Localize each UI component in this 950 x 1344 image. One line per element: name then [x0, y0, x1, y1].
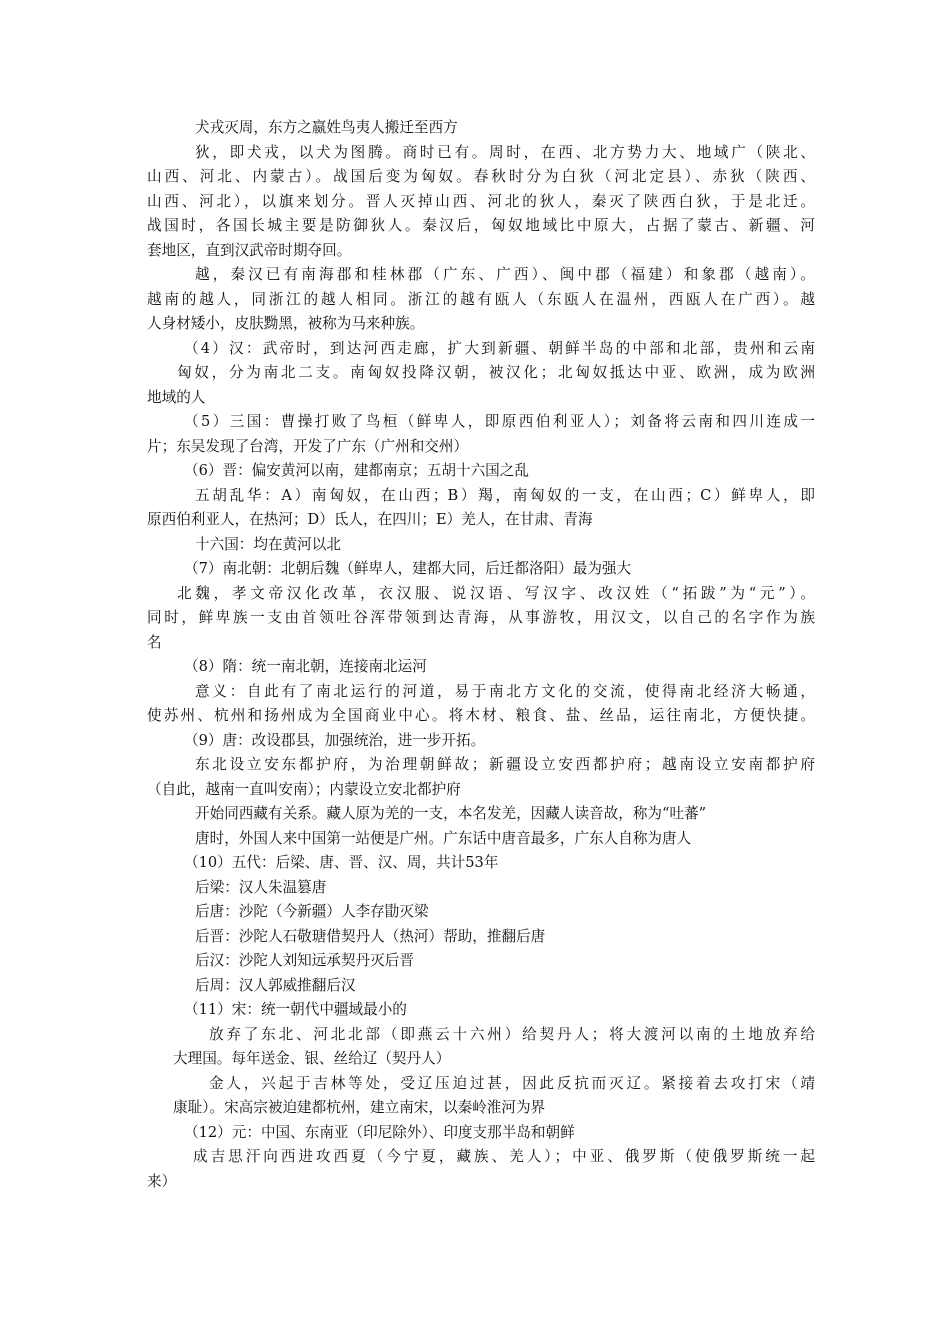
- text-line: 唐时，外国人来中国第一站便是广州。广东话中唐音最多，广东人自称为唐人: [195, 829, 692, 847]
- text-line: （8）隋：统一南北朝，连接南北运河: [184, 658, 427, 675]
- text-line: 原西伯利亚人，在热河；D）氐人，在四川；E）羌人，在甘肃、青海: [147, 511, 593, 528]
- text-line: （11）宋：统一朝代中疆域最小的: [184, 1001, 407, 1018]
- text-line: 同时，鲜卑族一支由首领吐谷浑带领到达青海，从事游牧，用汉文，以自己的名字作为族: [147, 609, 815, 626]
- text-line: 大理国。每年送金、银、丝给辽（契丹人）: [173, 1050, 451, 1067]
- text-line: （自此，越南一直叫安南）；内蒙设立安北都护府: [147, 780, 461, 798]
- text-line: 放弃了东北、河北北部（即燕云十六州）给契丹人；将大渡河以南的土地放弃给: [209, 1025, 815, 1043]
- text-line: 犬戎灭周，东方之嬴姓鸟夷人搬迁至西方: [195, 119, 458, 136]
- text-line: 后汉：沙陀人刘知远承契丹灭后晋: [195, 952, 414, 969]
- text-line: （12）元：中国、东南亚（印尼除外）、印度支那半岛和朝鲜: [184, 1123, 575, 1141]
- text-line: 来）: [147, 1172, 177, 1190]
- text-line: 名: [147, 633, 162, 651]
- text-line: （9）唐：改设郡县，加强统治，进一步开拓。: [184, 731, 486, 749]
- text-line: 北魏，孝文帝汉化改革，衣汉服、说汉语、写汉字、改汉姓（“拓跋”为“元”）。: [177, 584, 815, 602]
- text-line: 越，秦汉已有南海郡和桂林郡（广东、广西）、闽中郡（福建）和象郡（越南）。: [195, 266, 815, 283]
- text-line: 山西、河北、内蒙古）。战国后变为匈奴。春秋时分为白狄（河北定县）、赤狄（陕西、: [147, 168, 815, 185]
- text-line: 地域的人: [147, 388, 206, 406]
- text-line: 成吉思汗向西进攻西夏（今宁夏，藏族、羌人）；中亚、俄罗斯（使俄罗斯统一起: [193, 1148, 815, 1165]
- text-line: 片；东吴发现了台湾，开发了广东（广州和交州）: [147, 437, 469, 455]
- text-line: （6）晋：偏安黄河以南，建都南京；五胡十六国之乱: [184, 462, 529, 479]
- text-line: 山西、河北），以旗来划分。晋人灭掉山西、河北的狄人，秦灭了陕西白狄，于是北迁。: [147, 192, 815, 210]
- text-line: （4）汉：武帝时，到达河西走廊，扩大到新疆、朝鲜半岛的中部和北部，贵州和云南: [184, 339, 815, 357]
- body-text: [147, 116, 815, 1194]
- text-line: 金人，兴起于吉林等处，受辽压迫过甚，因此反抗而灭辽。紧接着去攻打宋（靖: [209, 1074, 815, 1092]
- text-line: 狄，即犬戎，以犬为图腾。商时已有。周时，在西、北方势力大、地域广（陕北、: [195, 143, 815, 161]
- text-line: 匈奴，分为南北二支。南匈奴投降汉朝，被汉化；北匈奴抵达中亚、欧洲，成为欧洲: [177, 364, 815, 381]
- text-line: 后周：汉人郭威推翻后汉: [195, 976, 356, 994]
- text-line: 开始同西藏有关系。藏人原为羌的一支，本名发羌，因藏人读音故，称为“吐蕃”: [195, 805, 707, 822]
- text-line: 十六国：均在黄河以北: [195, 535, 341, 553]
- text-line: （10）五代：后梁、唐、晋、汉、周，共计53年: [184, 854, 499, 871]
- text-line: 五胡乱华：A）南匈奴，在山西；B）羯，南匈奴的一支，在山西；C）鲜卑人，即: [195, 486, 815, 504]
- text-line: 人身材矮小，皮肤黝黑，被称为马来种族。: [147, 315, 425, 332]
- text-line: 意义：自此有了南北运行的河道，易于南北方文化的交流，使得南北经济大畅通，: [195, 682, 815, 700]
- text-line: 战国时，各国长城主要是防御狄人。秦汉后，匈奴地域比中原大，占据了蒙古、新疆、河: [147, 217, 815, 234]
- text-line: （7）南北朝：北朝后魏（鲜卑人，建都大同，后迁都洛阳）最为强大: [184, 560, 632, 577]
- text-line: 后梁：汉人朱温篡唐: [195, 878, 327, 896]
- text-line: 东北设立安东都护府，为治理朝鲜故；新疆设立安西都护府；越南设立安南都护府: [195, 756, 815, 773]
- text-line: （5）三国：曹操打败了鸟桓（鲜卑人，即原西伯利亚人）；刘备将云南和四川连成一: [184, 413, 815, 430]
- text-line: 越南的越人，同浙江的越人相同。浙江的越有瓯人（东瓯人在温州，西瓯人在广西）。越: [147, 290, 815, 308]
- text-line: 后唐：沙陀（今新疆）人李存勖灭梁: [195, 903, 429, 920]
- text-line: 套地区，直到汉武帝时期夺回。: [147, 241, 352, 259]
- text-line: 康耻）。宋高宗被迫建都杭州，建立南宋，以秦岭淮河为界: [173, 1099, 546, 1116]
- text-line: 使苏州、杭州和扬州成为全国商业中心。将木材、粮食、盐、丝品，运往南北，方便快捷。: [147, 707, 815, 724]
- text-line: 后晋：沙陀人石敬瑭借契丹人（热河）帮助，推翻后唐: [195, 927, 546, 945]
